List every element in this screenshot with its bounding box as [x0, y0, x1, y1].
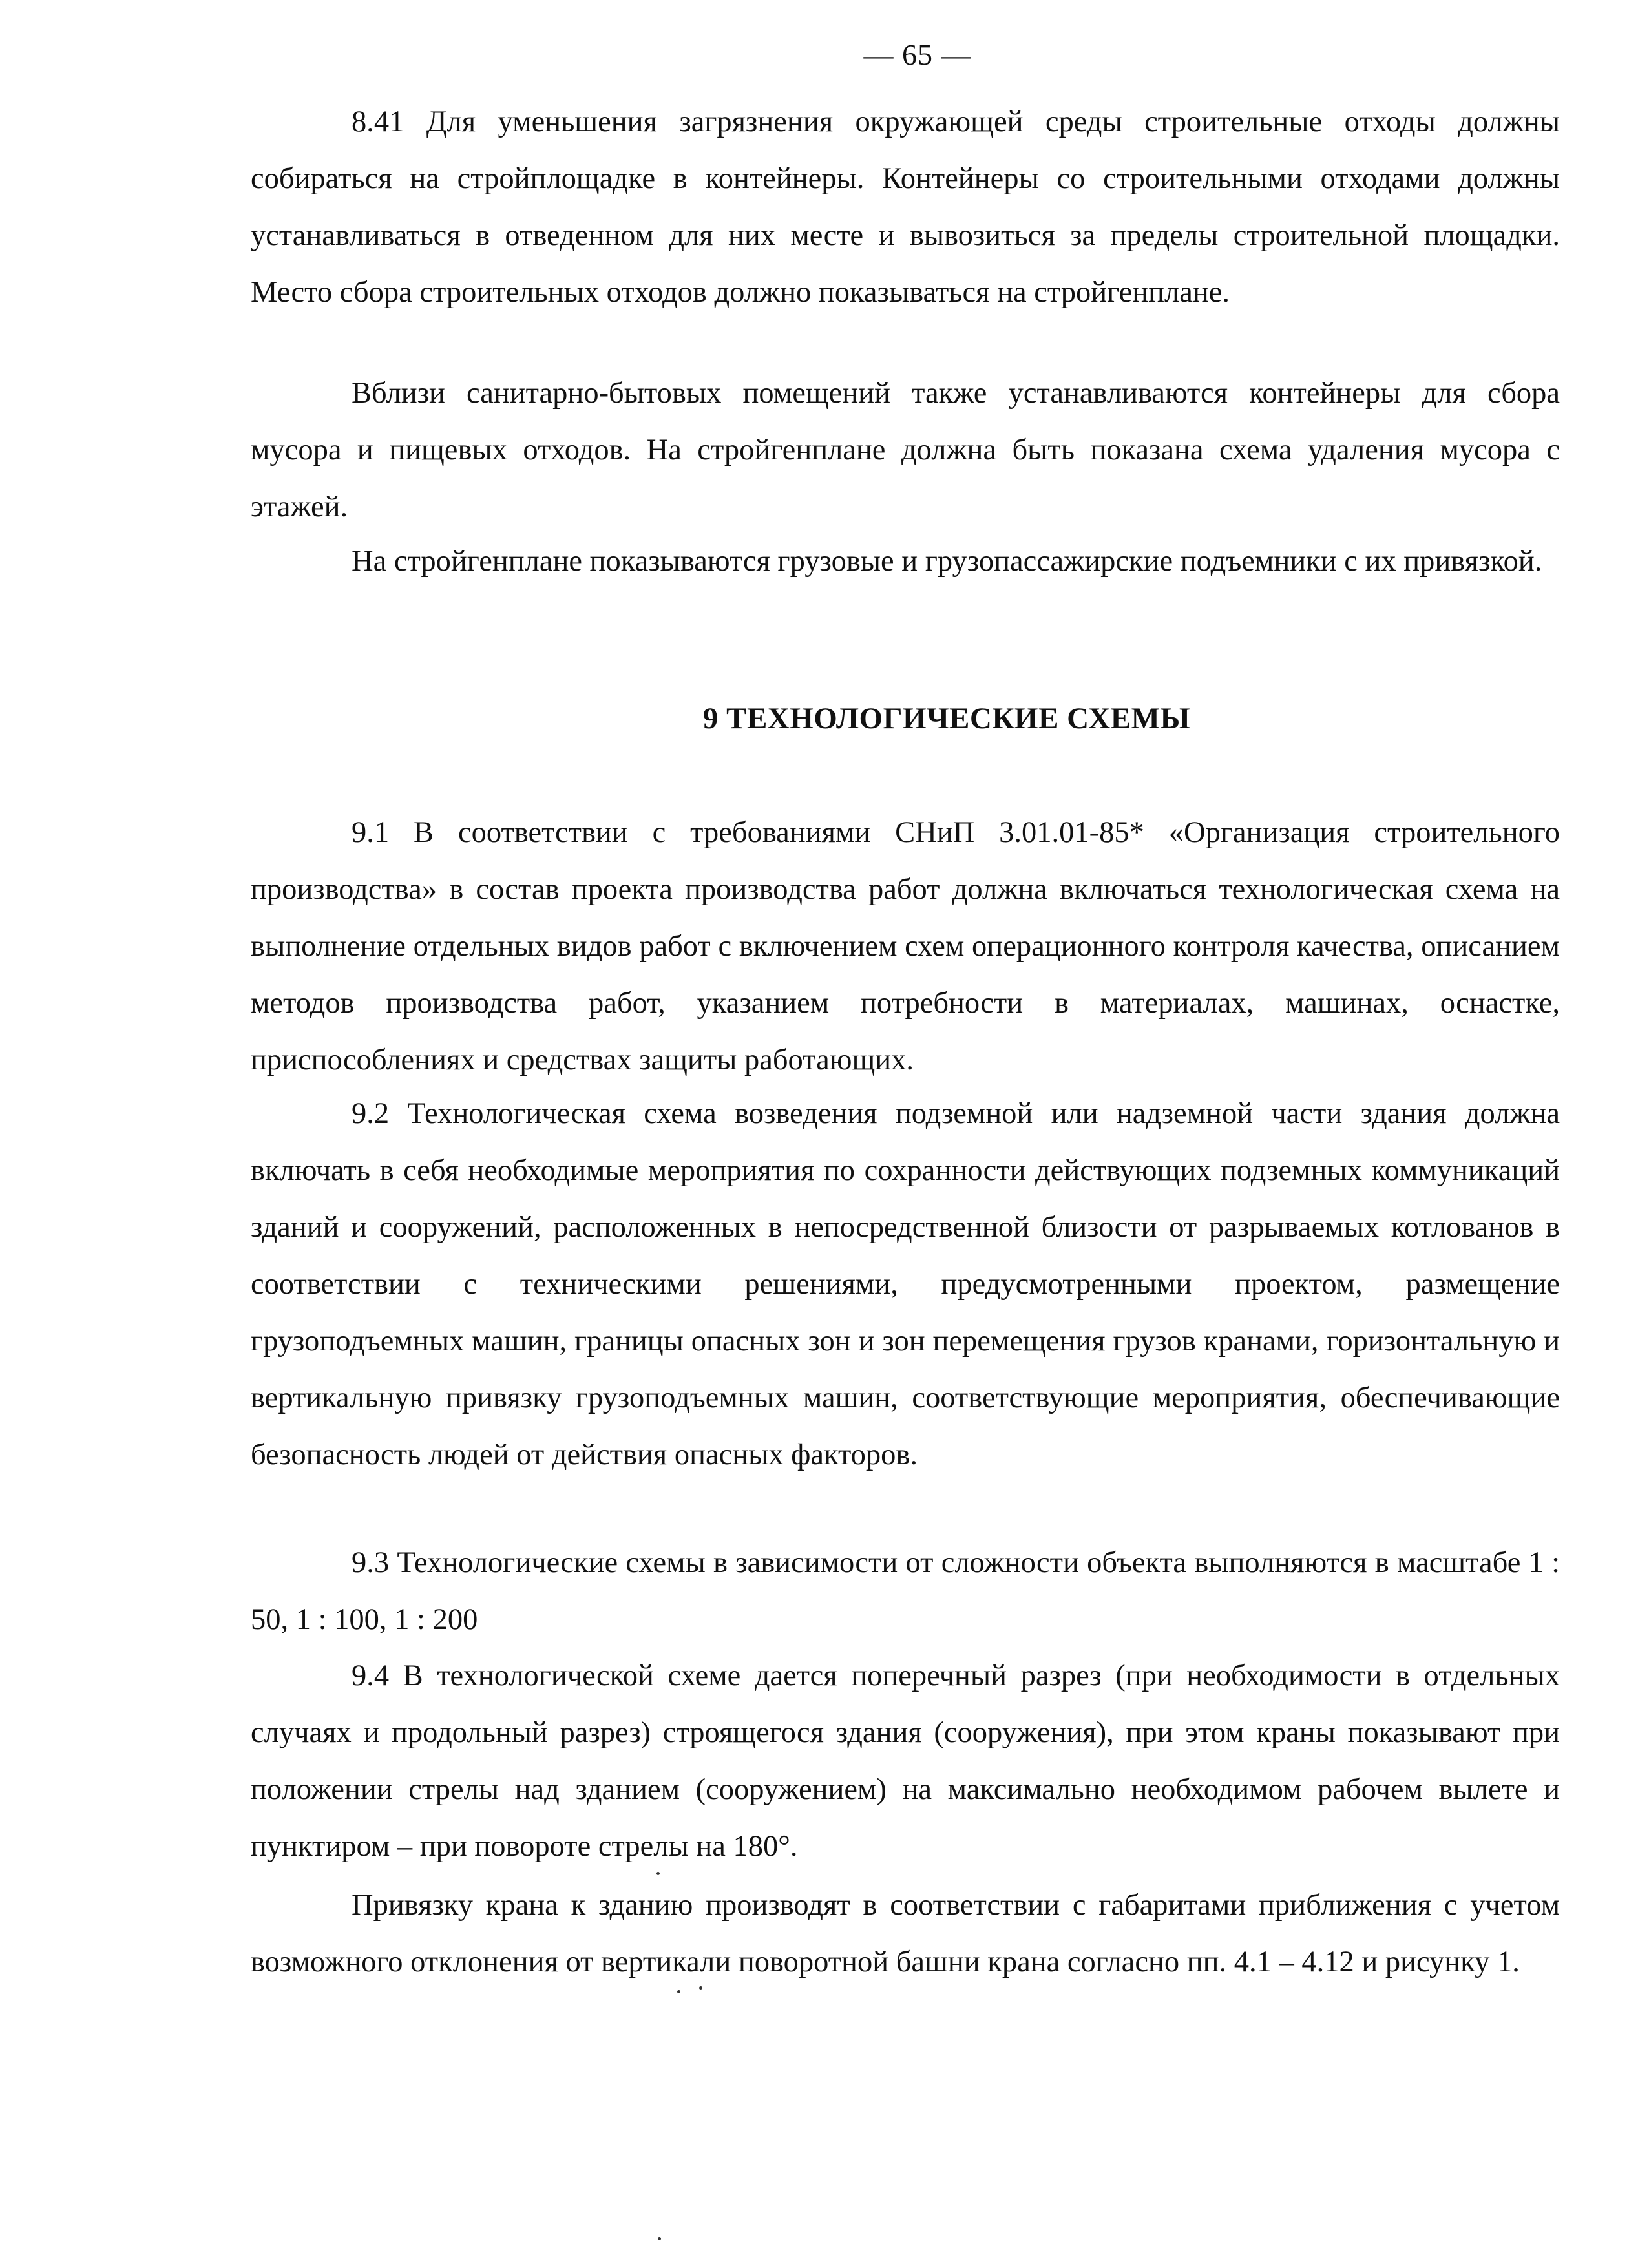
paragraph-lifts: На стройгенплане показываются грузовые и грузопассажирские подъемники с их привязкой. [352, 545, 1542, 578]
paragraph-9-1: 9.1 В соответствии с требованиями СНиП 3.01.01-85* «Организация строительного производства» в состав проекта производства работ должна включаться технологическая схема на выполнение отдельных видов работ с включением схем операционного контроля качества, описанием методов производства работ, указанием потребности в материалах, машинах, оснастке, приспособлениях и средствах защиты работающих. [251, 816, 1560, 1076]
paragraph-8-41: 8.41 Для уменьшения загрязнения окружающей среды строительные отходы должны собираться на стройплощадке в контейнеры. Контейнеры со строительными отходами должны устанавливаться в отведенном для них месте и вывозиться за пределы строительной площадки. Место сбора строительных отходов должно показываться на стройгенплане. [251, 105, 1560, 309]
paragraph-9-4: 9.4 В технологической схеме дается поперечный разрез (при необходимости в отдельных случаях и продольный разрез) строящегося здания (сооружения), при этом краны показывают при положении стрелы над зданием (сооружением) на максимально необходимом рабочем вылете и пунктиром – при повороте стрелы на 180°. [251, 1659, 1560, 1863]
paragraph-waste-containers: Вблизи санитарно-бытовых помещений также устанавливаются контейнеры для сбора мусора и пищевых отходов. На стройгенплане должна быть показана схема удаления мусора с этажей. [251, 377, 1560, 523]
section-heading: 9 ТЕХНОЛОГИЧЕСКИЕ СХЕМЫ [702, 702, 1191, 735]
paragraph-crane-binding: Привязку крана к зданию производят в соответствии с габаритами приближения с учетом возможного отклонения от вертикали поворотной башни крана согласно пп. 4.1 – 4.12 и рисунку 1. [251, 1889, 1560, 1979]
page-number: — 65 — [863, 38, 972, 71]
paragraph-9-2: 9.2 Технологическая схема возведения подземной или надземной части здания должна включать в себя необходимые мероприятия по сохранности действующих подземных коммуникаций зданий и сооружений, расположенных в непосредственной близости от разрываемых котлованов в соответствии с техническими решениями, предусмотренными проектом, размещение грузоподъемных машин, границы опасных зон и зон перемещения грузов кранами, горизонтальную и вертикальную привязку грузоподъемных машин, соответствующие мероприятия, обеспечивающие безопасность людей от действия опасных факторов. [251, 1097, 1560, 1471]
scan-speck [658, 2237, 661, 2240]
scan-speck [656, 1872, 660, 1875]
paragraph-9-3: 9.3 Технологические схемы в зависимости от сложности объекта выполняются в масштабе 1 : 50, 1 : 100, 1 : 200 [251, 1546, 1560, 1636]
scan-speck [699, 1986, 702, 1990]
scan-speck [677, 1990, 680, 1993]
